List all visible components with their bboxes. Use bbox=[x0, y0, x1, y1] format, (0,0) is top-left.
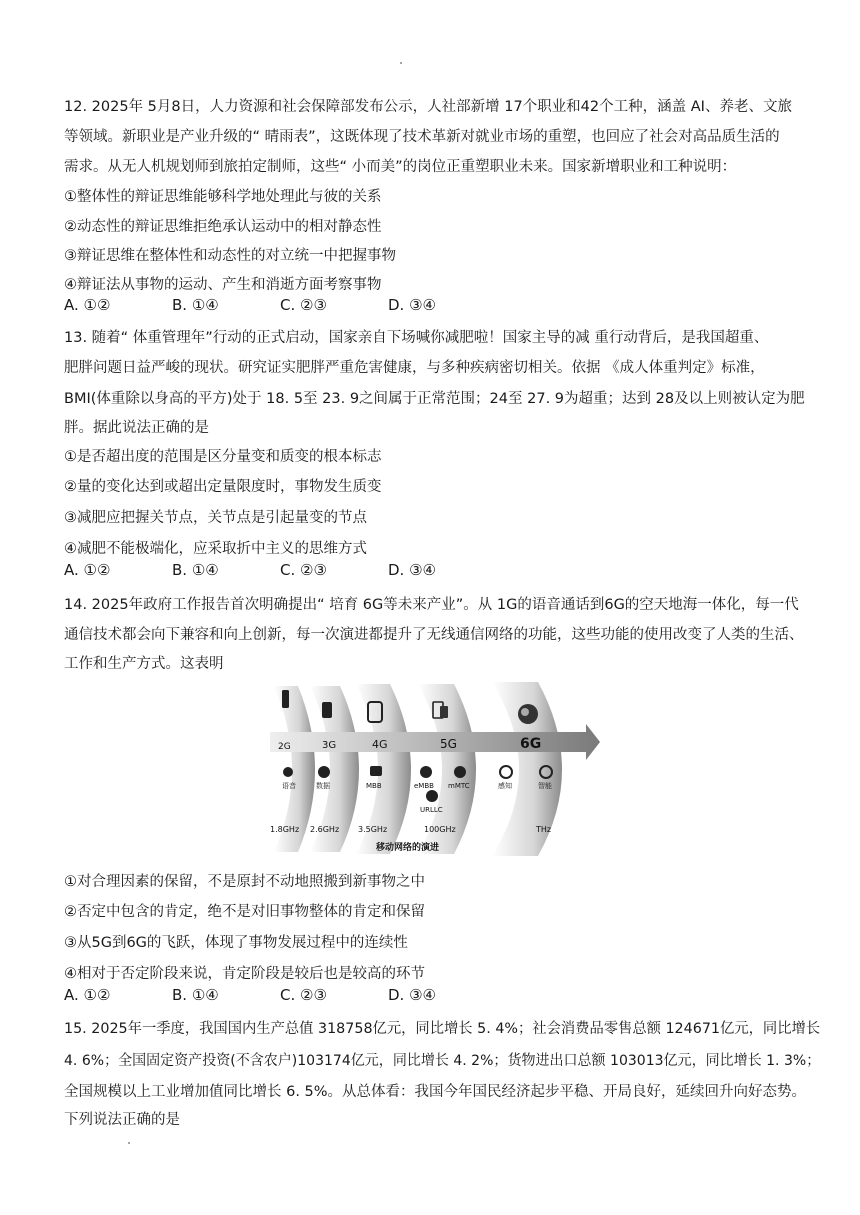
service-embb: eMBB bbox=[414, 782, 434, 790]
q12-statement-4: ④辩证法从事物的运动、产生和消逝方面考察事物 bbox=[64, 277, 382, 293]
freq-4g: 3.5GHz bbox=[358, 825, 388, 834]
q14-stem-line-1: 14. 2025年政府工作报告首次明确提出“ 培育 6G等未来产业”。从 1G的语音通话到6G的空天地海一体化，每一代 bbox=[64, 597, 799, 613]
q14-option-a[interactable]: A. ①② bbox=[64, 986, 111, 1004]
q14-option-c[interactable]: C. ②③ bbox=[280, 986, 327, 1004]
q12-option-a[interactable]: A. ①② bbox=[64, 296, 111, 314]
q13-stem-line-3: BMI(体重除以身高的平方)处于 18. 5至 23. 9之间属于正常范围；24至 27. 9为超重；达到 28及以上则被认定为肥 bbox=[64, 391, 805, 407]
q12-statement-2: ②动态性的辩证思维拒绝承认运动中的相对静态性 bbox=[64, 219, 382, 235]
q12-statement-1: ①整体性的辩证思维能够科学地处理此与彼的关系 bbox=[64, 189, 382, 205]
evolution-diagram bbox=[270, 680, 602, 858]
q14-option-d[interactable]: D. ③④ bbox=[388, 986, 436, 1004]
foldable-screen-icon bbox=[440, 706, 448, 718]
q14-statement-3: ③从5G到6G的飞跃，体现了事物发展过程中的连续性 bbox=[64, 935, 408, 951]
urllc-icon bbox=[426, 790, 438, 802]
q12-option-b[interactable]: B. ①④ bbox=[172, 296, 219, 314]
label-5g: 5G bbox=[440, 737, 457, 751]
q15-stem-line-2: 4. 6%；全国固定资产投资(不含农户)103174亿元，同比增长 4. 2%；货物进出口总额 103013亿元，同比增长 1. 3%； bbox=[64, 1053, 821, 1069]
q12-statement-3: ③辩证思维在整体性和动态性的对立统一中把握事物 bbox=[64, 248, 396, 264]
phone-icon bbox=[322, 702, 332, 718]
q12-stem-line-3: 需求。从无人机规划师到旅拍定制师，这些“ 小而美”的岗位正重塑职业未来。国家新增职业和工种说明： bbox=[64, 159, 737, 175]
service-intelligence: 智能 bbox=[538, 782, 552, 790]
mmtc-icon bbox=[454, 766, 466, 778]
q14-option-b[interactable]: B. ①④ bbox=[172, 986, 219, 1004]
freq-2g: 1.8GHz bbox=[270, 825, 300, 834]
freq-5g: 100GHz bbox=[424, 825, 456, 834]
q12-option-c[interactable]: C. ②③ bbox=[280, 296, 327, 314]
service-data: 数据 bbox=[316, 782, 330, 790]
scan-speck bbox=[400, 62, 402, 64]
voice-icon bbox=[283, 767, 293, 777]
q13-option-c[interactable]: C. ②③ bbox=[280, 561, 327, 579]
q14-statement-2: ②否定中包含的肯定，绝不是对旧事物整体的肯定和保留 bbox=[64, 904, 425, 920]
q13-stem-line-4: 胖。据此说法正确的是 bbox=[64, 420, 209, 436]
freq-6g: THz bbox=[536, 825, 552, 834]
q14-options bbox=[64, 985, 496, 1005]
q13-statement-4: ④减肥不能极端化，应采取折中主义的思维方式 bbox=[64, 541, 367, 557]
q15-stem-line-1: 15. 2025年一季度，我国国内生产总值 318758亿元，同比增长 5. 4%；社会消费品零售总额 124671亿元，同比增长 bbox=[64, 1021, 821, 1037]
label-2g: 2G bbox=[278, 742, 291, 752]
q13-statement-3: ③减肥应把握关节点，关节点是引起量变的节点 bbox=[64, 510, 367, 526]
freq-3g: 2.6GHz bbox=[310, 825, 340, 834]
service-voice: 语音 bbox=[282, 782, 296, 790]
q12-options bbox=[64, 295, 496, 315]
feature-phone-icon bbox=[282, 690, 289, 708]
scan-speck bbox=[128, 1142, 130, 1144]
q13-statement-1: ①是否超出度的范围是区分量变和质变的根本标志 bbox=[64, 449, 382, 465]
q13-option-a[interactable]: A. ①② bbox=[64, 561, 111, 579]
q14-statement-1: ①对合理因素的保留，不是原封不动地照搬到新事物之中 bbox=[64, 874, 425, 890]
q13-option-b[interactable]: B. ①④ bbox=[172, 561, 219, 579]
q14-stem-line-2: 通信技术都会向下兼容和向上创新，每一次演进都提升了无线通信网络的功能，这些功能的使用改变了人类的生活、 bbox=[64, 627, 804, 643]
q15-stem-line-3: 全国规模以上工业增加值同比增长 6. 5%。从总体看：我国今年国民经济起步平稳、开局良好，延续回升向好态势。 bbox=[64, 1084, 807, 1100]
q13-options bbox=[64, 560, 496, 580]
q13-stem-line-1: 13. 随着“ 体重管理年”行动的正式启动，国家亲自下场喊你减肥啦！国家主导的减 重行动背后，是我国超重、 bbox=[64, 330, 769, 346]
label-3g: 3G bbox=[322, 740, 337, 751]
q14-stem-line-3: 工作和生产方式。这表明 bbox=[64, 656, 224, 672]
label-4g: 4G bbox=[372, 738, 388, 751]
embb-icon bbox=[420, 766, 432, 778]
q15-stem-line-4: 下列说法正确的是 bbox=[64, 1112, 180, 1128]
brain-highlight-icon bbox=[521, 708, 529, 716]
q14-statement-4: ④相对于否定阶段来说，肯定阶段是较后也是较高的环节 bbox=[64, 966, 425, 982]
service-sensing: 感知 bbox=[498, 782, 512, 790]
q13-stem-line-2: 肥胖问题日益严峻的现状。研究证实肥胖严重危害健康，与多种疾病密切相关。依据 《成人体重判定》标准， bbox=[64, 360, 765, 376]
mobile-network-evolution-figure bbox=[270, 680, 602, 858]
q12-stem-line-1: 12. 2025年 5月8日，人力资源和社会保障部发布公示，人社部新增 17个职业和42个工种，涵盖 AI、养老、文旅 bbox=[64, 99, 792, 115]
data-icon bbox=[318, 766, 330, 778]
q13-option-d[interactable]: D. ③④ bbox=[388, 561, 436, 579]
service-mmtc: mMTC bbox=[448, 782, 470, 790]
sensing-icon bbox=[500, 766, 512, 778]
q12-stem-line-2: 等领域。新职业是产业升级的“ 晴雨表”，这既体现了技术革新对就业市场的重塑，也回应了社会对高品质生活的 bbox=[64, 129, 780, 145]
label-6g: 6G bbox=[520, 736, 542, 752]
q13-statement-2: ②量的变化达到或超出定量限度时，事物发生质变 bbox=[64, 479, 382, 495]
service-mbb: MBB bbox=[366, 782, 382, 790]
service-urllc: URLLC bbox=[420, 806, 443, 814]
q12-option-d[interactable]: D. ③④ bbox=[388, 296, 436, 314]
figure-caption: 移动网络的演进 bbox=[376, 843, 440, 853]
mbb-icon bbox=[370, 766, 382, 776]
